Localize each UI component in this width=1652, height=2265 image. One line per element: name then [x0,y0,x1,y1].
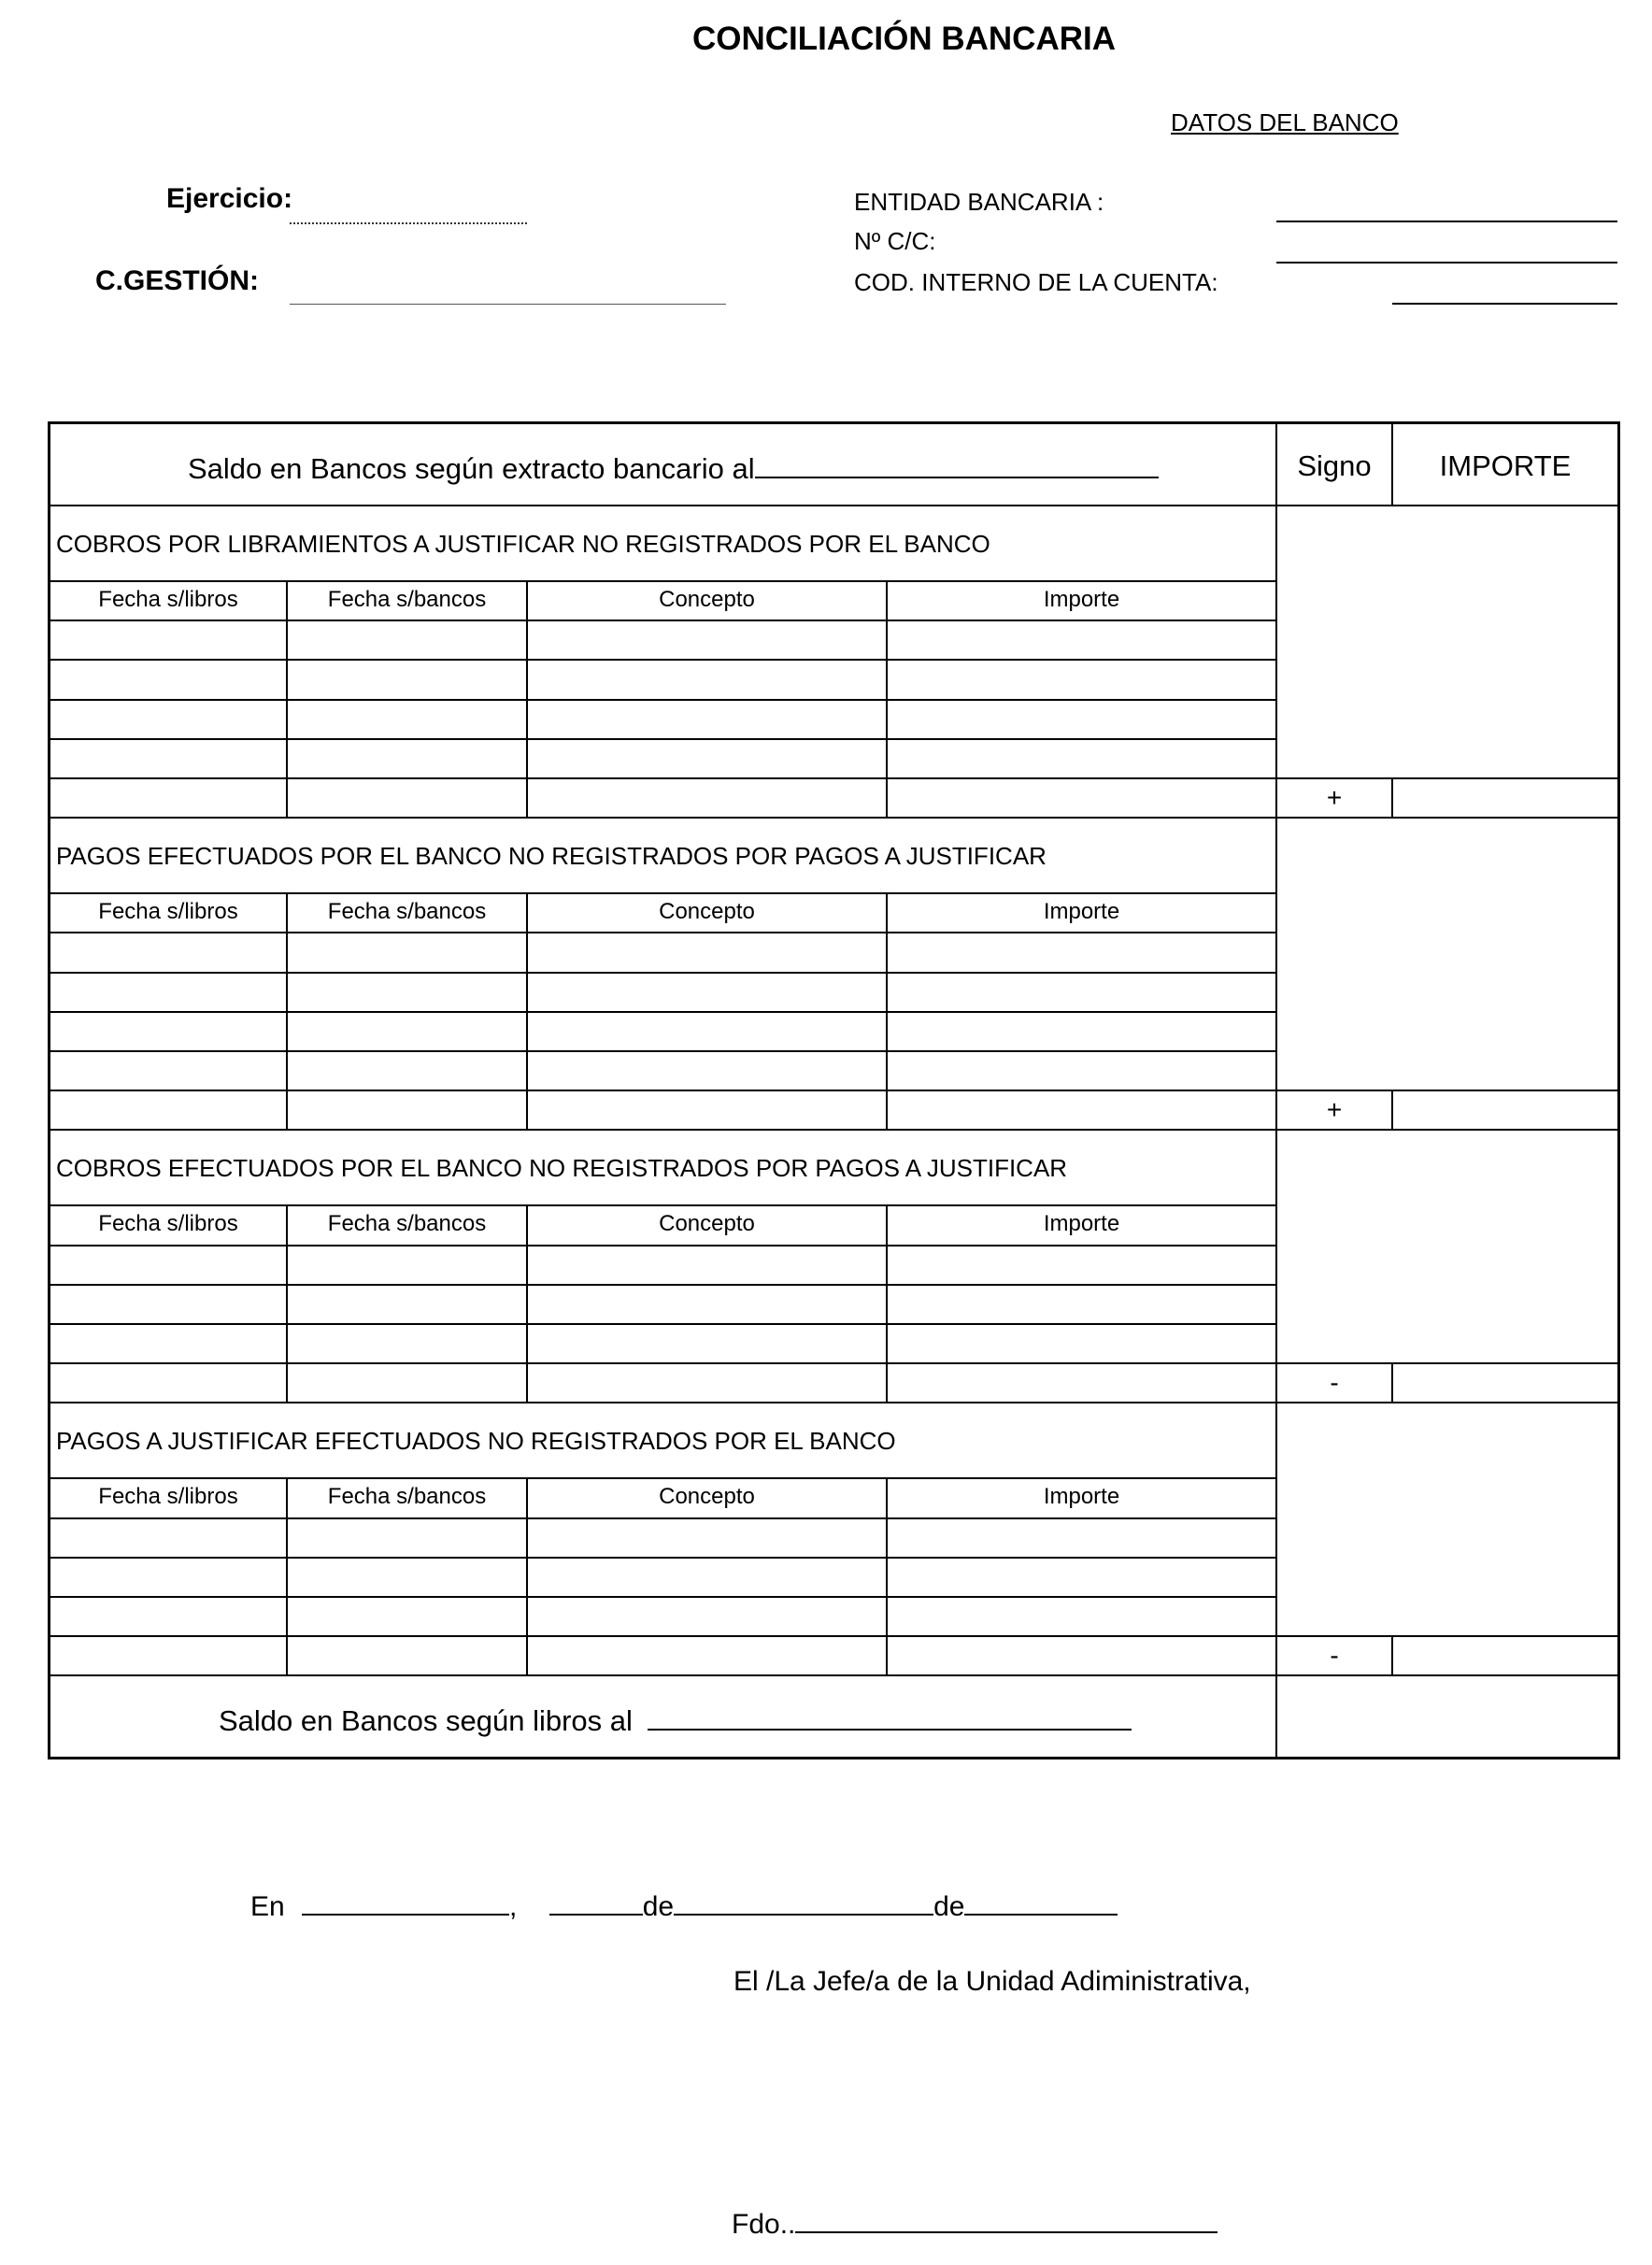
data-cell[interactable] [887,620,1276,660]
section-sign: + [1326,783,1343,812]
data-cell[interactable] [287,973,527,1012]
column-header-cell [887,1478,1276,1517]
month-field[interactable] [674,1886,933,1916]
column-header-cell [48,1478,287,1517]
data-cell[interactable] [48,1012,287,1051]
data-cell[interactable] [527,973,887,1012]
data-cell[interactable] [287,1518,527,1558]
column-header-cell [287,581,527,620]
data-cell[interactable] [527,1090,887,1130]
data-cell[interactable] [527,660,887,699]
balance-header-label: Saldo en Bancos según extracto bancario al [188,449,1159,486]
column-header: Fecha s/bancos [327,1211,487,1237]
gestion-field[interactable] [290,304,726,305]
section-title: COBROS EFECTUADOS POR EL BANCO NO REGISTRADOS POR PAGOS A JUSTIFICAR [56,1154,1068,1183]
section-sign-cell [1276,1363,1392,1403]
place-field[interactable] [302,1886,509,1916]
de-label-1: de [642,1891,675,1922]
data-cell[interactable] [287,1636,527,1675]
column-header-cell [527,893,887,933]
section-title: PAGOS A JUSTIFICAR EFECTUADOS NO REGISTRADOS POR EL BANCO [56,1427,896,1456]
signature-line [732,2203,1218,2241]
column-header: Fecha s/bancos [327,899,487,925]
bank-data-heading: DATOS DEL BANCO [1171,108,1399,136]
ejercicio-label: Ejercicio: [166,183,293,214]
column-header-cell [287,893,527,933]
signature-field[interactable] [795,2203,1218,2233]
column-header: Concepto [659,587,755,612]
data-cell[interactable] [887,778,1276,818]
column-header-cell [887,581,1276,620]
data-cell[interactable] [527,1012,887,1051]
column-header: Concepto [659,899,755,925]
data-cell[interactable] [527,620,887,660]
data-cell[interactable] [887,1636,1276,1675]
column-header: Concepto [659,1211,755,1237]
data-cell[interactable] [527,1324,887,1363]
section-title: PAGOS EFECTUADOS POR EL BANCO NO REGISTRADOS POR PAGOS A JUSTIFICAR [56,842,1047,871]
section-right-area [1276,1130,1620,1363]
data-cell[interactable] [287,700,527,739]
column-header: Importe [1043,899,1120,925]
data-cell[interactable] [287,778,527,818]
data-cell[interactable] [48,1246,287,1285]
data-cell[interactable] [287,1051,527,1090]
data-cell[interactable] [48,739,287,778]
data-cell[interactable] [527,933,887,972]
signo-header: Signo [1297,449,1372,482]
section-sign: + [1326,1095,1343,1125]
reconciliation-table [48,421,1620,1767]
column-header: Fecha s/libros [98,587,238,612]
data-cell[interactable] [527,1518,887,1558]
data-cell[interactable] [48,1636,287,1675]
account-number-label: Nº C/C: [854,227,936,255]
data-cell[interactable] [287,1285,527,1324]
section-sign-cell [1276,778,1392,818]
column-header: Importe [1043,1484,1120,1510]
section-right-area [1276,818,1620,1090]
data-cell[interactable] [527,778,887,818]
data-cell[interactable] [887,1246,1276,1285]
internal-code-label: COD. INTERNO DE LA CUENTA: [854,268,1218,296]
data-cell[interactable] [887,1324,1276,1363]
column-header: Importe [1043,1211,1120,1237]
book-balance-amount-cell[interactable] [1276,1675,1620,1759]
place-date-line [250,1886,1118,1923]
data-cell[interactable] [887,660,1276,699]
account-number-field[interactable] [1276,262,1617,264]
year-field[interactable] [964,1886,1118,1916]
data-cell[interactable] [287,1558,527,1597]
data-cell[interactable] [887,1363,1276,1403]
section-amount-cell[interactable] [1392,778,1620,818]
data-cell[interactable] [887,1518,1276,1558]
data-cell[interactable] [48,1597,287,1636]
data-cell[interactable] [287,739,527,778]
section-amount-cell[interactable] [1392,1363,1620,1403]
data-cell[interactable] [527,1636,887,1675]
importe-header-cell [1392,421,1620,506]
book-balance-cell [48,1675,1276,1759]
column-header: Fecha s/libros [98,1211,238,1237]
data-cell[interactable] [887,1558,1276,1597]
column-header: Importe [1043,587,1120,612]
section-right-area [1276,506,1620,778]
section-amount-cell[interactable] [1392,1636,1620,1675]
data-cell[interactable] [287,620,527,660]
fdo-label: Fdo.. [732,2209,796,2240]
section-sign: - [1330,1368,1339,1398]
data-cell[interactable] [527,700,887,739]
data-cell[interactable] [527,739,887,778]
section-sign: - [1330,1641,1339,1671]
section-amount-cell[interactable] [1392,1090,1620,1130]
data-cell[interactable] [887,1012,1276,1051]
data-cell[interactable] [887,739,1276,778]
data-cell[interactable] [48,700,287,739]
data-cell[interactable] [287,933,527,972]
column-header-cell [287,1205,527,1245]
column-header-cell [48,581,287,620]
book-date-field[interactable] [648,1701,1132,1731]
page-title: CONCILIACIÓN BANCARIA [691,21,1117,57]
section-sign-cell [1276,1636,1392,1675]
data-cell[interactable] [48,1518,287,1558]
section-title-cell [48,818,1276,893]
column-header-cell [48,1205,287,1245]
data-cell[interactable] [48,660,287,699]
data-cell[interactable] [48,778,287,818]
signatory-title: El /La Jefe/a de la Unidad Adiministrativa, [733,1966,1251,1997]
signo-header-cell [1276,421,1392,506]
section-title-cell [48,1403,1276,1478]
column-header-cell [887,1205,1276,1245]
data-cell[interactable] [887,700,1276,739]
column-header-cell [527,1478,887,1517]
data-cell[interactable] [287,1246,527,1285]
column-header-cell [887,893,1276,933]
data-cell[interactable] [48,1558,287,1597]
en-label: En [250,1891,285,1922]
section-right-area [1276,1403,1620,1636]
column-header: Fecha s/libros [98,899,238,925]
comma: , [509,1891,518,1922]
data-cell[interactable] [287,1090,527,1130]
ejercicio-field[interactable] [290,222,527,224]
data-cell[interactable] [287,1012,527,1051]
data-cell[interactable] [48,1285,287,1324]
balance-header-cell [48,421,1276,506]
column-header: Fecha s/bancos [327,1484,487,1510]
data-cell[interactable] [48,973,287,1012]
data-cell[interactable] [527,1246,887,1285]
bank-entity-field[interactable] [1276,221,1617,222]
data-cell[interactable] [887,1285,1276,1324]
data-cell[interactable] [527,1285,887,1324]
column-header: Concepto [659,1484,755,1510]
importe-header: IMPORTE [1439,449,1572,482]
data-cell[interactable] [887,973,1276,1012]
column-header: Fecha s/bancos [327,587,487,612]
data-cell[interactable] [527,1363,887,1403]
statement-date-field[interactable] [755,449,1159,478]
section-title: COBROS POR LIBRAMIENTOS A JUSTIFICAR NO REGISTRADOS POR EL BANCO [56,530,990,558]
column-header-cell [287,1478,527,1517]
data-cell[interactable] [48,1051,287,1090]
bank-entity-label: ENTIDAD BANCARIA : [854,188,1104,216]
section-title-cell [48,506,1276,581]
column-header-cell [48,893,287,933]
data-cell[interactable] [887,1597,1276,1636]
column-header: Fecha s/libros [98,1484,238,1510]
internal-code-field[interactable] [1392,303,1617,305]
data-cell[interactable] [48,1090,287,1130]
section-sign-cell [1276,1090,1392,1130]
data-cell[interactable] [48,933,287,972]
data-cell[interactable] [287,1363,527,1403]
data-cell[interactable] [48,620,287,660]
section-title-cell [48,1130,1276,1205]
data-cell[interactable] [287,1324,527,1363]
data-cell[interactable] [887,933,1276,972]
de-label-2: de [933,1891,965,1922]
book-balance-label: Saldo en Bancos según libros al [219,1701,1132,1738]
gestion-label: C.GESTIÓN: [95,265,260,296]
column-header-cell [527,1205,887,1245]
data-cell[interactable] [527,1558,887,1597]
data-cell[interactable] [887,1051,1276,1090]
data-cell[interactable] [287,1597,527,1636]
data-cell[interactable] [48,1324,287,1363]
column-header-cell [527,581,887,620]
data-cell[interactable] [527,1051,887,1090]
data-cell[interactable] [287,660,527,699]
data-cell[interactable] [887,1090,1276,1130]
data-cell[interactable] [48,1363,287,1403]
data-cell[interactable] [527,1597,887,1636]
day-field[interactable] [549,1886,643,1916]
